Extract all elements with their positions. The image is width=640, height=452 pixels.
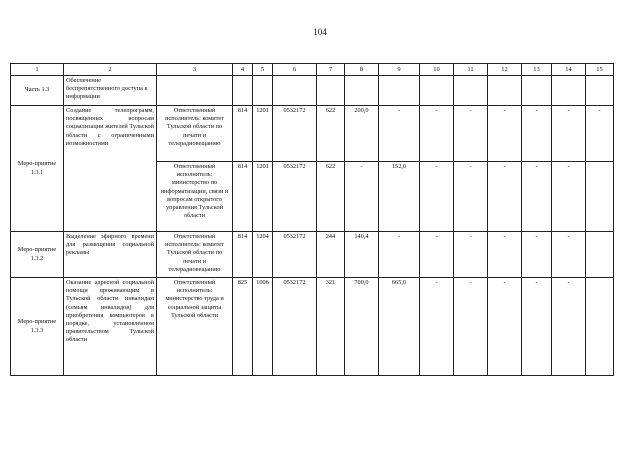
measure-name: Выделение эфирного времени для размещения социальной рекламы — [64, 232, 157, 278]
section-label: Часть 1.3 — [11, 76, 64, 106]
value-cell-c10: - — [420, 278, 454, 376]
value-cell-c13: - — [522, 278, 552, 376]
value-cell-c7: 321 — [317, 278, 345, 376]
value-cell-c13: - — [522, 106, 552, 162]
measure-label: Меро-приятие 1.3.2 — [11, 232, 64, 278]
value-cell-c10: - — [420, 106, 454, 162]
value-cell-c10: - — [420, 162, 454, 232]
value-cell-c12: - — [488, 162, 522, 232]
value-cell-c14: - — [552, 278, 586, 376]
value-cell-c13: - — [522, 232, 552, 278]
value-cell-c15 — [586, 232, 614, 278]
value-cell-c14: - — [552, 162, 586, 232]
measure-label: Меро-приятие 1.3.1 — [11, 106, 64, 232]
value-cell-c15 — [586, 278, 614, 376]
table-row — [11, 232, 614, 278]
column-header-1: 1 — [11, 64, 64, 76]
value-cell-c9: 152,0 — [379, 162, 420, 232]
value-cell-c12: - — [488, 232, 522, 278]
value-cell-c5: 1201 — [253, 162, 273, 232]
value-cell-c9: 665,0 — [379, 278, 420, 376]
executor-cell: Ответственный исполнитель: комитет Тульской области по печати и телерадиовещанию — [157, 106, 233, 162]
value-cell-c8: 200,0 — [345, 106, 379, 162]
value-cell-c15: - — [586, 106, 614, 162]
value-cell-c5: 1006 — [253, 278, 273, 376]
value-cell-c8: 700,0 — [345, 278, 379, 376]
value-cell-c9: - — [379, 232, 420, 278]
column-header-9: 9 — [379, 64, 420, 76]
value-cell-c11: - — [454, 106, 488, 162]
value-cell-c8: 140,4 — [345, 232, 379, 278]
column-header-15: 15 — [586, 64, 614, 76]
section-title: Обеспечение беспрепятственного доступа к информации — [64, 76, 157, 106]
value-cell-c5: 1201 — [253, 106, 273, 162]
header-row — [11, 64, 614, 76]
value-cell-c6: 0532172 — [273, 106, 317, 162]
executor-cell: Ответственный исполнитель: министерство по информатизации, связи и вопросам открытого управления Тульской области — [157, 162, 233, 232]
value-cell-c7: 622 — [317, 106, 345, 162]
value-cell-c6: 0532172 — [273, 278, 317, 376]
value-cell-c9: - — [379, 106, 420, 162]
value-cell-c11: - — [454, 278, 488, 376]
value-cell-c4: 825 — [233, 278, 253, 376]
value-cell-c6: 0532172 — [273, 232, 317, 278]
column-header-8: 8 — [345, 64, 379, 76]
executor-cell: Ответственный исполнитель: министерство труда и социальной защиты Тульской области — [157, 278, 233, 376]
value-cell-c13: - — [522, 162, 552, 232]
measure-label: Меро-приятие 1.3.3 — [11, 278, 64, 376]
page-number: 104 — [313, 27, 327, 37]
executor-cell: Ответственный исполнитель: комитет Тульской области по печати и телерадиовещанию — [157, 232, 233, 278]
value-cell-c11: - — [454, 232, 488, 278]
table-row — [11, 106, 614, 162]
column-header-4: 4 — [233, 64, 253, 76]
column-header-10: 10 — [420, 64, 454, 76]
column-header-7: 7 — [317, 64, 345, 76]
value-cell-c14: - — [552, 106, 586, 162]
budget-table — [10, 63, 614, 376]
column-header-14: 14 — [552, 64, 586, 76]
value-cell-c6: 0532172 — [273, 162, 317, 232]
column-header-2: 2 — [64, 64, 157, 76]
measure-name: Оказание адресной социальной помощи проживающим в Тульской области инвалидам (семьям инвалидов) для приобретения компьютеров в порядке, установленном правительством Тульской области — [64, 278, 157, 376]
value-cell-c5: 1204 — [253, 232, 273, 278]
column-header-3: 3 — [157, 64, 233, 76]
value-cell-c7: 244 — [317, 232, 345, 278]
value-cell-c12: - — [488, 278, 522, 376]
value-cell-c12: - — [488, 106, 522, 162]
column-header-12: 12 — [488, 64, 522, 76]
value-cell-c8: - — [345, 162, 379, 232]
value-cell-c11: - — [454, 162, 488, 232]
value-cell-c7: 622 — [317, 162, 345, 232]
column-header-11: 11 — [454, 64, 488, 76]
value-cell-c14: - — [552, 232, 586, 278]
value-cell-c4: 814 — [233, 106, 253, 162]
column-header-6: 6 — [273, 64, 317, 76]
value-cell-c15 — [586, 162, 614, 232]
value-cell-c4: 814 — [233, 232, 253, 278]
column-header-5: 5 — [253, 64, 273, 76]
value-cell-c4: 814 — [233, 162, 253, 232]
section-row — [11, 76, 614, 106]
measure-name: Создание телепрограмм, посвященных вопросам социализации жителей Тульской области с ограниченными возможностями — [64, 106, 157, 232]
column-header-13: 13 — [522, 64, 552, 76]
value-cell-c10: - — [420, 232, 454, 278]
table-row — [11, 278, 614, 376]
